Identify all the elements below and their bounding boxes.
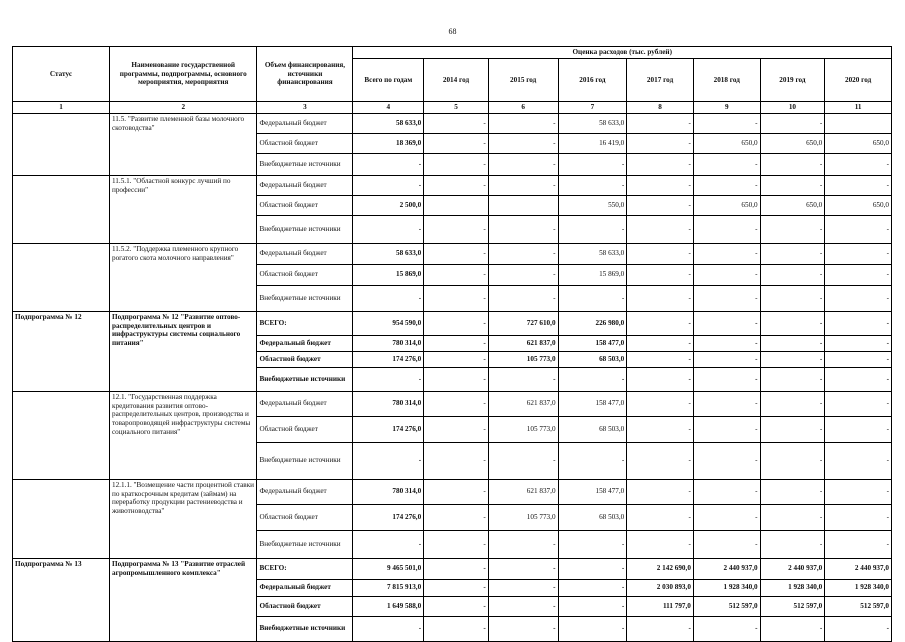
status-cell: Подпрограмма № 12 xyxy=(13,311,110,391)
year-value-cell: 111 797,0 xyxy=(627,596,694,616)
year-value-cell: - xyxy=(558,442,627,479)
year-value-cell: - xyxy=(693,351,760,367)
year-value-cell: - xyxy=(424,285,489,311)
program-name-cell: 11.5.2. "Поддержка племенного крупного рогатого скота молочного направления" xyxy=(109,243,257,311)
funding-source-cell: Областной бюджет xyxy=(257,416,353,442)
column-number: 1 xyxy=(13,102,110,114)
year-value-cell: - xyxy=(693,335,760,351)
column-number: 8 xyxy=(627,102,694,114)
funding-source-cell: Внебюджетные источники xyxy=(257,616,353,641)
year-value-cell: - xyxy=(488,153,558,175)
year-value-cell: 226 980,0 xyxy=(558,311,627,335)
year-value-cell: - xyxy=(488,530,558,558)
total-value-cell: - xyxy=(353,616,424,641)
total-value-cell: - xyxy=(353,367,424,391)
year-value-cell: 2 440 937,0 xyxy=(693,558,760,579)
year-value-cell: - xyxy=(627,530,694,558)
funding-source-cell: Федеральный бюджет xyxy=(257,243,353,264)
year-value-cell: - xyxy=(693,616,760,641)
total-value-cell: 58 633,0 xyxy=(353,113,424,133)
year-value-cell: 68 503,0 xyxy=(558,416,627,442)
funding-source-cell: Областной бюджет xyxy=(257,504,353,530)
program-name-cell: Подпрограмма № 13 "Развитие отраслей агропромышленного комплекса" xyxy=(109,558,257,641)
year-value-cell: 621 837,0 xyxy=(488,479,558,504)
year-value-cell: - xyxy=(424,367,489,391)
year-value-cell: - xyxy=(825,391,892,416)
program-name-cell: 11.5.1. "Областной конкурс лучший по профессии" xyxy=(109,175,257,243)
year-value-cell: 158 477,0 xyxy=(558,391,627,416)
year-value-cell: - xyxy=(627,416,694,442)
year-value-cell: - xyxy=(825,243,892,264)
year-value-cell: - xyxy=(825,504,892,530)
table-row xyxy=(13,311,892,335)
year-value-cell: - xyxy=(488,558,558,579)
year-value-cell: 2 440 937,0 xyxy=(825,558,892,579)
year-value-cell: 2 030 893,0 xyxy=(627,579,694,596)
year-value-cell: - xyxy=(627,351,694,367)
year-value-cell: - xyxy=(760,113,825,133)
funding-source-cell: ВСЕГО: xyxy=(257,558,353,579)
year-value-cell: - xyxy=(558,367,627,391)
year-value-cell: - xyxy=(627,153,694,175)
year-value-cell: - xyxy=(693,153,760,175)
year-value-cell: - xyxy=(760,367,825,391)
year-value-cell: - xyxy=(627,215,694,243)
total-value-cell: 174 276,0 xyxy=(353,504,424,530)
funding-source-cell: Внебюджетные источники xyxy=(257,285,353,311)
year-value-cell: - xyxy=(424,579,489,596)
year-value-cell: - xyxy=(558,616,627,641)
year-value-cell: - xyxy=(488,215,558,243)
year-value-cell: - xyxy=(825,351,892,367)
total-value-cell: 780 314,0 xyxy=(353,479,424,504)
year-value-cell: - xyxy=(760,243,825,264)
year-value-cell: - xyxy=(424,479,489,504)
year-value-cell: - xyxy=(558,596,627,616)
year-value-cell: - xyxy=(488,285,558,311)
status-cell xyxy=(13,113,110,175)
year-value-cell: - xyxy=(825,335,892,351)
year-value-cell: - xyxy=(424,175,489,195)
year-value-cell: 650,0 xyxy=(693,133,760,153)
table-row xyxy=(13,113,892,133)
year-value-cell: - xyxy=(627,335,694,351)
year-value-cell: 621 837,0 xyxy=(488,335,558,351)
year-value-cell xyxy=(488,195,558,215)
year-value-cell: - xyxy=(558,558,627,579)
year-value-cell: - xyxy=(693,285,760,311)
total-value-cell: 9 465 501,0 xyxy=(353,558,424,579)
year-value-cell: - xyxy=(558,175,627,195)
year-value-cell: 58 633,0 xyxy=(558,113,627,133)
column-number: 4 xyxy=(353,102,424,114)
header-source: Объем финансирования, источники финансирования xyxy=(257,47,353,102)
funding-source-cell: Областной бюджет xyxy=(257,195,353,215)
year-value-cell: 1 928 340,0 xyxy=(825,579,892,596)
total-value-cell: 18 369,0 xyxy=(353,133,424,153)
year-value-cell: - xyxy=(488,175,558,195)
year-value-cell: 650,0 xyxy=(825,195,892,215)
header-2017: 2017 год xyxy=(627,59,694,102)
funding-source-cell: Внебюджетные источники xyxy=(257,442,353,479)
page-number: 68 xyxy=(448,27,457,36)
year-value-cell: - xyxy=(825,215,892,243)
funding-source-cell: Федеральный бюджет xyxy=(257,335,353,351)
funding-source-cell: Внебюджетные источники xyxy=(257,153,353,175)
year-value-cell: 512 597,0 xyxy=(760,596,825,616)
year-value-cell: - xyxy=(760,530,825,558)
funding-source-cell: ВСЕГО: xyxy=(257,311,353,335)
year-value-cell: - xyxy=(627,113,694,133)
year-value-cell: - xyxy=(760,442,825,479)
year-value-cell: 650,0 xyxy=(693,195,760,215)
year-value-cell: - xyxy=(424,558,489,579)
funding-source-cell: Внебюджетные источники xyxy=(257,367,353,391)
year-value-cell: 512 597,0 xyxy=(825,596,892,616)
total-value-cell: 1 649 588,0 xyxy=(353,596,424,616)
year-value-cell: 650,0 xyxy=(825,133,892,153)
year-value-cell: - xyxy=(760,416,825,442)
year-value-cell: - xyxy=(825,442,892,479)
year-value-cell: 727 610,0 xyxy=(488,311,558,335)
column-number: 2 xyxy=(109,102,257,114)
funding-source-cell: Федеральный бюджет xyxy=(257,391,353,416)
column-number: 5 xyxy=(424,102,489,114)
year-value-cell: 68 503,0 xyxy=(558,351,627,367)
year-value-cell: - xyxy=(558,215,627,243)
year-value-cell: - xyxy=(488,596,558,616)
table-row xyxy=(13,175,892,195)
year-value-cell: - xyxy=(693,113,760,133)
year-value-cell: - xyxy=(760,175,825,195)
year-value-cell: 105 773,0 xyxy=(488,416,558,442)
total-value-cell: - xyxy=(353,442,424,479)
year-value-cell: - xyxy=(424,311,489,335)
year-value-cell: 2 142 690,0 xyxy=(627,558,694,579)
year-value-cell: - xyxy=(424,243,489,264)
funding-source-cell: Областной бюджет xyxy=(257,133,353,153)
year-value-cell: - xyxy=(627,442,694,479)
header-2020: 2020 год xyxy=(825,59,892,102)
total-value-cell: - xyxy=(353,285,424,311)
year-value-cell: 2 440 937,0 xyxy=(760,558,825,579)
year-value-cell: - xyxy=(627,285,694,311)
year-value-cell: - xyxy=(693,215,760,243)
total-value-cell: - xyxy=(353,530,424,558)
status-cell xyxy=(13,391,110,479)
year-value-cell: - xyxy=(825,367,892,391)
column-number: 9 xyxy=(693,102,760,114)
year-value-cell: - xyxy=(627,504,694,530)
year-value-cell: - xyxy=(825,530,892,558)
header-2014: 2014 год xyxy=(424,59,489,102)
funding-source-cell: Областной бюджет xyxy=(257,264,353,285)
year-value-cell: 15 869,0 xyxy=(558,264,627,285)
total-value-cell: 2 500,0 xyxy=(353,195,424,215)
header-status: Статус xyxy=(13,47,110,102)
column-number: 6 xyxy=(488,102,558,114)
total-value-cell: 780 314,0 xyxy=(353,335,424,351)
year-value-cell: - xyxy=(424,596,489,616)
year-value-cell: - xyxy=(693,264,760,285)
column-number: 10 xyxy=(760,102,825,114)
year-value-cell: - xyxy=(488,442,558,479)
funding-source-cell: Внебюджетные источники xyxy=(257,530,353,558)
table-header xyxy=(13,47,892,114)
year-value-cell: - xyxy=(488,616,558,641)
budget-table xyxy=(12,46,892,642)
year-value-cell: - xyxy=(424,264,489,285)
year-value-cell: - xyxy=(424,133,489,153)
year-value-cell: - xyxy=(825,416,892,442)
header-name: Наименование государственной программы, подпрограммы, основного мероприятия, мероприятия xyxy=(109,47,257,102)
year-value-cell: - xyxy=(558,285,627,311)
year-value-cell: - xyxy=(627,311,694,335)
total-value-cell: 15 869,0 xyxy=(353,264,424,285)
table-row xyxy=(13,391,892,416)
column-number: 11 xyxy=(825,102,892,114)
status-cell xyxy=(13,479,110,558)
year-value-cell: 158 477,0 xyxy=(558,335,627,351)
program-name-cell: 12.1. "Государственная поддержка кредитования развития оптово-распределительных центров, производства и товаропроводящей инфраструктуры системы социального питания" xyxy=(109,391,257,479)
year-value-cell: - xyxy=(627,479,694,504)
year-value-cell: - xyxy=(627,264,694,285)
year-value-cell: - xyxy=(558,153,627,175)
header-2019: 2019 год xyxy=(760,59,825,102)
year-value-cell: - xyxy=(424,391,489,416)
column-number: 3 xyxy=(257,102,353,114)
total-value-cell: 58 633,0 xyxy=(353,243,424,264)
funding-source-cell: Федеральный бюджет xyxy=(257,579,353,596)
program-name-cell: Подпрограмма № 12 "Развитие оптово-распределительных центров и инфраструктуры системы социального питания" xyxy=(109,311,257,391)
year-value-cell: - xyxy=(825,311,892,335)
year-value-cell: 512 597,0 xyxy=(693,596,760,616)
year-value-cell: - xyxy=(825,616,892,641)
year-value-cell: - xyxy=(760,153,825,175)
table-row xyxy=(13,243,892,264)
header-2018: 2018 год xyxy=(693,59,760,102)
year-value-cell: - xyxy=(627,243,694,264)
year-value-cell: 650,0 xyxy=(760,195,825,215)
year-value-cell: 1 928 340,0 xyxy=(693,579,760,596)
year-value-cell: - xyxy=(693,243,760,264)
year-value-cell: - xyxy=(424,351,489,367)
year-value-cell: - xyxy=(760,215,825,243)
year-value-cell: 621 837,0 xyxy=(488,391,558,416)
year-value-cell: 58 633,0 xyxy=(558,243,627,264)
table-body xyxy=(13,113,892,641)
column-number-row xyxy=(13,102,892,114)
year-value-cell: - xyxy=(825,175,892,195)
year-value-cell: - xyxy=(825,285,892,311)
total-value-cell: 780 314,0 xyxy=(353,391,424,416)
year-value-cell: 105 773,0 xyxy=(488,351,558,367)
year-value-cell: - xyxy=(424,442,489,479)
year-value-cell: - xyxy=(488,367,558,391)
header-2015: 2015 год xyxy=(488,59,558,102)
year-value-cell: - xyxy=(627,616,694,641)
year-value-cell: - xyxy=(488,243,558,264)
year-value-cell: - xyxy=(760,504,825,530)
year-value-cell: - xyxy=(693,311,760,335)
year-value-cell: - xyxy=(760,264,825,285)
year-value-cell: - xyxy=(627,175,694,195)
year-value-cell: - xyxy=(424,530,489,558)
year-value-cell: - xyxy=(693,504,760,530)
status-cell xyxy=(13,175,110,243)
year-value-cell: - xyxy=(693,416,760,442)
year-value-cell: - xyxy=(825,153,892,175)
year-value-cell xyxy=(424,195,489,215)
table-row xyxy=(13,558,892,579)
year-value-cell: - xyxy=(488,579,558,596)
funding-source-cell: Федеральный бюджет xyxy=(257,175,353,195)
year-value-cell: 550,0 xyxy=(558,195,627,215)
year-value-cell: - xyxy=(760,616,825,641)
year-value-cell: - xyxy=(627,133,694,153)
year-value-cell: - xyxy=(760,285,825,311)
year-value-cell: 105 773,0 xyxy=(488,504,558,530)
funding-source-cell: Областной бюджет xyxy=(257,596,353,616)
total-value-cell: 7 815 913,0 xyxy=(353,579,424,596)
year-value-cell: - xyxy=(760,335,825,351)
year-value-cell: 1 928 340,0 xyxy=(760,579,825,596)
status-cell: Подпрограмма № 13 xyxy=(13,558,110,641)
funding-source-cell: Федеральный бюджет xyxy=(257,479,353,504)
table-row xyxy=(13,479,892,504)
year-value-cell: - xyxy=(488,264,558,285)
year-value-cell: - xyxy=(760,391,825,416)
year-value-cell: - xyxy=(760,311,825,335)
total-value-cell: 174 276,0 xyxy=(353,416,424,442)
year-value-cell: - xyxy=(693,367,760,391)
year-value-cell: - xyxy=(558,579,627,596)
year-value-cell: 650,0 xyxy=(760,133,825,153)
header-total: Всего по годам xyxy=(353,59,424,102)
column-number: 7 xyxy=(558,102,627,114)
year-value-cell: - xyxy=(424,113,489,133)
year-value-cell: - xyxy=(424,153,489,175)
total-value-cell: - xyxy=(353,175,424,195)
year-value-cell: - xyxy=(760,351,825,367)
total-value-cell: - xyxy=(353,153,424,175)
program-name-cell: 12.1.1. "Возмещение части процентной ставки по краткосрочным кредитам (займам) на переработку продукции растениеводства и животноводства" xyxy=(109,479,257,558)
funding-source-cell: Федеральный бюджет xyxy=(257,113,353,133)
year-value-cell: - xyxy=(627,195,694,215)
year-value-cell: - xyxy=(424,616,489,641)
header-costs: Оценка расходов (тыс. рублей) xyxy=(353,47,892,59)
year-value-cell: - xyxy=(693,175,760,195)
total-value-cell: - xyxy=(353,215,424,243)
year-value-cell: - xyxy=(627,391,694,416)
year-value-cell: - xyxy=(627,367,694,391)
year-value-cell: - xyxy=(760,479,825,504)
year-value-cell xyxy=(825,113,892,133)
year-value-cell: - xyxy=(693,442,760,479)
header-2016: 2016 год xyxy=(558,59,627,102)
year-value-cell: - xyxy=(693,530,760,558)
total-value-cell: 954 590,0 xyxy=(353,311,424,335)
year-value-cell: 158 477,0 xyxy=(558,479,627,504)
program-name-cell: 11.5. "Развитие племенной базы молочного скотоводства" xyxy=(109,113,257,175)
funding-source-cell: Внебюджетные источники xyxy=(257,215,353,243)
year-value-cell: - xyxy=(424,416,489,442)
year-value-cell: - xyxy=(424,335,489,351)
year-value-cell: - xyxy=(424,215,489,243)
year-value-cell: - xyxy=(488,113,558,133)
funding-source-cell: Областной бюджет xyxy=(257,351,353,367)
year-value-cell: 16 419,0 xyxy=(558,133,627,153)
year-value-cell: - xyxy=(424,504,489,530)
year-value-cell: - xyxy=(693,391,760,416)
total-value-cell: 174 276,0 xyxy=(353,351,424,367)
year-value-cell: - xyxy=(825,264,892,285)
year-value-cell: - xyxy=(488,133,558,153)
year-value-cell: - xyxy=(693,479,760,504)
year-value-cell: 68 503,0 xyxy=(558,504,627,530)
year-value-cell: - xyxy=(825,479,892,504)
year-value-cell: - xyxy=(558,530,627,558)
status-cell xyxy=(13,243,110,311)
